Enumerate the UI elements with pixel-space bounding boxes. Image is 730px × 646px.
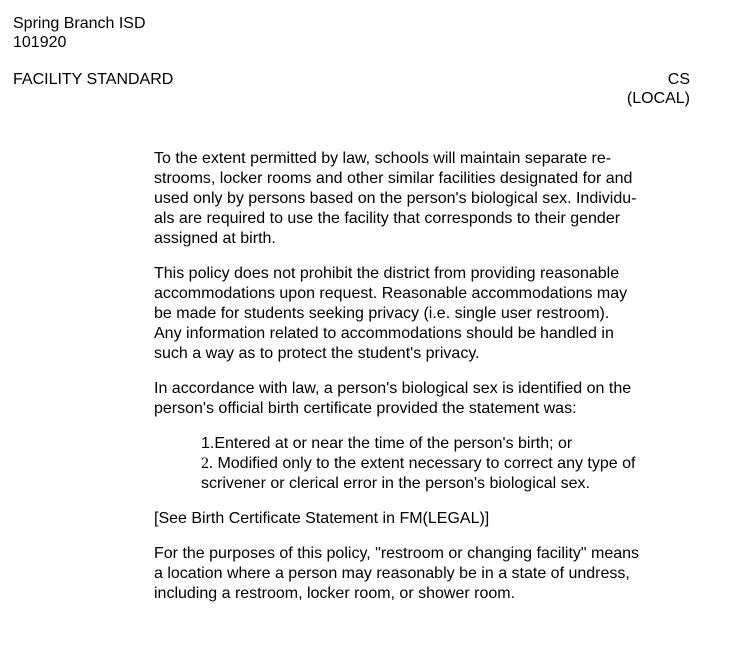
text-line: For the purposes of this policy, "restroom or changing facility" means [154,545,640,562]
list-item-continuation: scrivener or clerical error in the person's biological sex. [201,475,590,492]
text-line: person's official birth certificate provided the statement was: [154,400,577,417]
policy-suffix: (LOCAL) [626,90,690,107]
text-line: a location where a person may reasonably be in a state of undress, [154,565,630,582]
text-line: assigned at birth. [154,230,276,247]
text-line: such a way as to protect the student's privacy. [154,345,480,362]
list-item-number: 2. [201,455,213,472]
list-item-text: Modified only to the extent necessary to correct any type of [213,455,636,472]
list-item: 1.Entered at or near the time of the person's birth; or [201,435,573,452]
policy-code: CS [667,71,690,88]
policy-body [154,149,694,604]
policy-code-block [627,70,690,108]
list-item [201,454,694,474]
paragraph-birth-certificate [154,379,694,419]
paragraph-accommodations [154,264,694,364]
text-line: Any information related to accommodations should be handled in [154,325,614,342]
document-type: FACILITY STANDARD [13,71,174,88]
text-line: This policy does not prohibit the district from providing reasonable [154,265,620,282]
text-line: be made for students seeking privacy (i.e. single user restroom). [154,305,610,322]
district-name: Spring Branch ISD [13,15,146,32]
paragraph-facilities [154,149,694,249]
district-code: 101920 [13,34,67,51]
text-line: In accordance with law, a person's biological sex is identified on the [154,380,632,397]
text-line: strooms, locker rooms and other similar facilities designated for and [154,170,633,187]
document-header-left [13,14,146,52]
paragraph-definition [154,544,694,604]
text-line: including a restroom, locker room, or shower room. [154,585,516,602]
text-line: To the extent permitted by law, schools will maintain separate re- [154,150,612,167]
legal-reference: [See Birth Certificate Statement in FM(LEGAL)] [154,510,490,527]
conditions-list [154,434,694,494]
text-line: accommodations upon request. Reasonable accommodations may [154,285,628,302]
text-line: als are required to use the facility that corresponds to their gender [154,210,621,227]
text-line: used only by persons based on the person's biological sex. Individu- [154,190,637,207]
